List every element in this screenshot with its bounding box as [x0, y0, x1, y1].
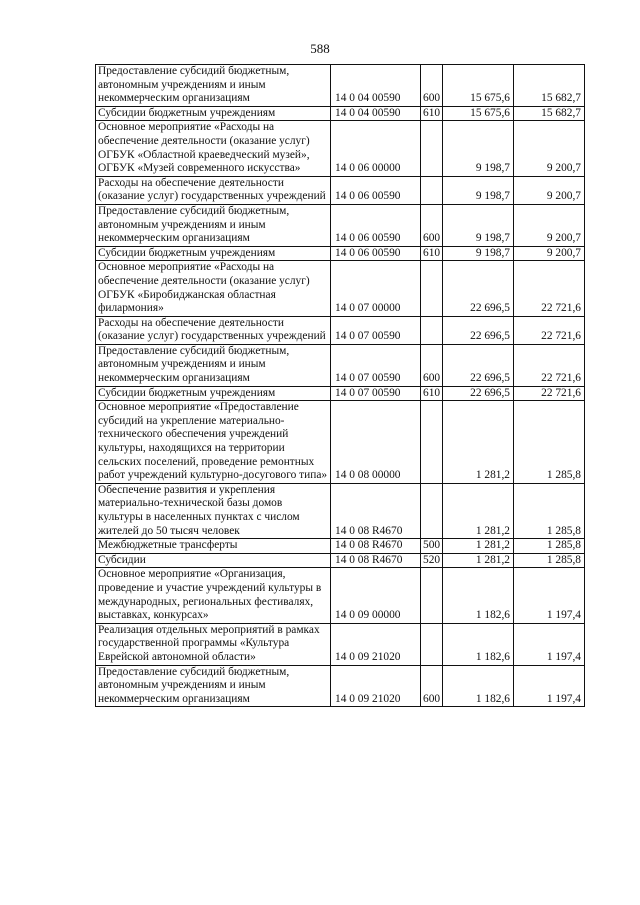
table-row [96, 386, 585, 401]
row-amount-year-1: 1 182,6 [443, 623, 514, 665]
row-classification-code: 14 0 08 R4670 [331, 553, 421, 568]
row-expense-type [421, 176, 443, 204]
row-classification-code: 14 0 04 00590 [331, 65, 421, 107]
row-description: Основное мероприятие «Организация, проведение и участие учреждений культуры в международных, региональных фестивалях, выставках, конкурсах» [96, 568, 331, 623]
row-description: Субсидии бюджетным учреждениям [96, 386, 331, 401]
row-amount-year-2: 1 285,8 [514, 539, 585, 554]
row-description: Основное мероприятие «Предоставление субсидий на укрепление материально-технического обеспечения учреждений культуры, находящихся на территории сельских поселений, проведение ремонтных работ учреждений культурно-досугового типа» [96, 401, 331, 484]
row-classification-code: 14 0 07 00590 [331, 386, 421, 401]
row-expense-type [421, 316, 443, 344]
row-amount-year-1: 1 281,2 [443, 539, 514, 554]
row-amount-year-1: 22 696,5 [443, 386, 514, 401]
row-expense-type [421, 401, 443, 484]
row-description: Субсидии [96, 553, 331, 568]
row-expense-type [421, 623, 443, 665]
table-row [96, 106, 585, 121]
row-classification-code: 14 0 07 00590 [331, 344, 421, 386]
row-expense-type [421, 121, 443, 176]
table-row [96, 623, 585, 665]
row-amount-year-2: 22 721,6 [514, 386, 585, 401]
row-amount-year-2: 9 200,7 [514, 176, 585, 204]
row-classification-code: 14 0 06 00590 [331, 246, 421, 261]
row-amount-year-1: 1 281,2 [443, 401, 514, 484]
budget-table-body [96, 65, 585, 707]
row-description: Обеспечение развития и укрепления материально-технической базы домов культуры в населенных пунктах с числом жителей до 50 тысяч человек [96, 483, 331, 538]
row-amount-year-2: 1 285,8 [514, 483, 585, 538]
row-description: Межбюджетные трансферты [96, 539, 331, 554]
row-amount-year-2: 1 285,8 [514, 553, 585, 568]
row-classification-code: 14 0 08 R4670 [331, 539, 421, 554]
row-expense-type: 600 [421, 665, 443, 707]
row-classification-code: 14 0 06 00590 [331, 204, 421, 246]
table-row [96, 65, 585, 107]
row-expense-type: 520 [421, 553, 443, 568]
row-amount-year-1: 22 696,5 [443, 316, 514, 344]
row-expense-type: 610 [421, 386, 443, 401]
table-row [96, 483, 585, 538]
row-amount-year-2: 15 682,7 [514, 106, 585, 121]
table-row [96, 121, 585, 176]
table-row [96, 204, 585, 246]
row-expense-type: 500 [421, 539, 443, 554]
table-row [96, 344, 585, 386]
row-amount-year-2: 1 197,4 [514, 665, 585, 707]
row-description: Основное мероприятие «Расходы на обеспечение деятельности (оказание услуг) ОГБУК «Областной краеведческий музей», ОГБУК «Музей современного искусства» [96, 121, 331, 176]
table-row [96, 316, 585, 344]
row-classification-code: 14 0 07 00000 [331, 261, 421, 316]
row-description: Реализация отдельных мероприятий в рамках государственной программы «Культура Еврейской автономной области» [96, 623, 331, 665]
row-expense-type [421, 483, 443, 538]
row-expense-type: 610 [421, 106, 443, 121]
row-description: Субсидии бюджетным учреждениям [96, 246, 331, 261]
row-classification-code: 14 0 04 00590 [331, 106, 421, 121]
row-amount-year-2: 1 285,8 [514, 401, 585, 484]
row-amount-year-1: 9 198,7 [443, 121, 514, 176]
row-description: Предоставление субсидий бюджетным, автономным учреждениям и иным некоммерческим организациям [96, 65, 331, 107]
row-amount-year-1: 9 198,7 [443, 246, 514, 261]
table-row [96, 553, 585, 568]
row-amount-year-1: 15 675,6 [443, 106, 514, 121]
row-classification-code: 14 0 09 21020 [331, 665, 421, 707]
row-amount-year-1: 1 182,6 [443, 568, 514, 623]
row-amount-year-2: 1 197,4 [514, 568, 585, 623]
row-amount-year-1: 1 281,2 [443, 483, 514, 538]
row-classification-code: 14 0 09 21020 [331, 623, 421, 665]
row-amount-year-2: 9 200,7 [514, 121, 585, 176]
row-amount-year-2: 1 197,4 [514, 623, 585, 665]
row-expense-type: 600 [421, 344, 443, 386]
row-expense-type: 600 [421, 65, 443, 107]
row-classification-code: 14 0 06 00000 [331, 121, 421, 176]
row-classification-code: 14 0 08 R4670 [331, 483, 421, 538]
table-row [96, 568, 585, 623]
row-description: Расходы на обеспечение деятельности (оказание услуг) государственных учреждений [96, 316, 331, 344]
row-amount-year-2: 9 200,7 [514, 246, 585, 261]
table-row [96, 539, 585, 554]
row-description: Основное мероприятие «Расходы на обеспечение деятельности (оказание услуг) ОГБУК «Биробиджанская областная филармония» [96, 261, 331, 316]
row-classification-code: 14 0 09 00000 [331, 568, 421, 623]
row-amount-year-1: 1 281,2 [443, 553, 514, 568]
row-description: Расходы на обеспечение деятельности (оказание услуг) государственных учреждений [96, 176, 331, 204]
row-amount-year-2: 22 721,6 [514, 316, 585, 344]
row-classification-code: 14 0 08 00000 [331, 401, 421, 484]
table-row [96, 176, 585, 204]
row-description: Предоставление субсидий бюджетным, автономным учреждениям и иным некоммерческим организациям [96, 204, 331, 246]
row-classification-code: 14 0 06 00590 [331, 176, 421, 204]
row-expense-type: 610 [421, 246, 443, 261]
row-description: Субсидии бюджетным учреждениям [96, 106, 331, 121]
table-row [96, 665, 585, 707]
row-amount-year-1: 9 198,7 [443, 176, 514, 204]
row-amount-year-2: 9 200,7 [514, 204, 585, 246]
table-row [96, 261, 585, 316]
table-row [96, 246, 585, 261]
row-amount-year-1: 22 696,5 [443, 344, 514, 386]
row-expense-type [421, 261, 443, 316]
row-amount-year-1: 1 182,6 [443, 665, 514, 707]
budget-table [95, 64, 585, 707]
row-amount-year-1: 22 696,5 [443, 261, 514, 316]
row-description: Предоставление субсидий бюджетным, автономным учреждениям и иным некоммерческим организациям [96, 344, 331, 386]
page-number: 588 [310, 41, 330, 56]
row-amount-year-1: 15 675,6 [443, 65, 514, 107]
row-amount-year-1: 9 198,7 [443, 204, 514, 246]
row-amount-year-2: 22 721,6 [514, 344, 585, 386]
row-expense-type [421, 568, 443, 623]
row-expense-type: 600 [421, 204, 443, 246]
row-classification-code: 14 0 07 00590 [331, 316, 421, 344]
row-description: Предоставление субсидий бюджетным, автономным учреждениям и иным некоммерческим организациям [96, 665, 331, 707]
table-row [96, 401, 585, 484]
row-amount-year-2: 15 682,7 [514, 65, 585, 107]
row-amount-year-2: 22 721,6 [514, 261, 585, 316]
